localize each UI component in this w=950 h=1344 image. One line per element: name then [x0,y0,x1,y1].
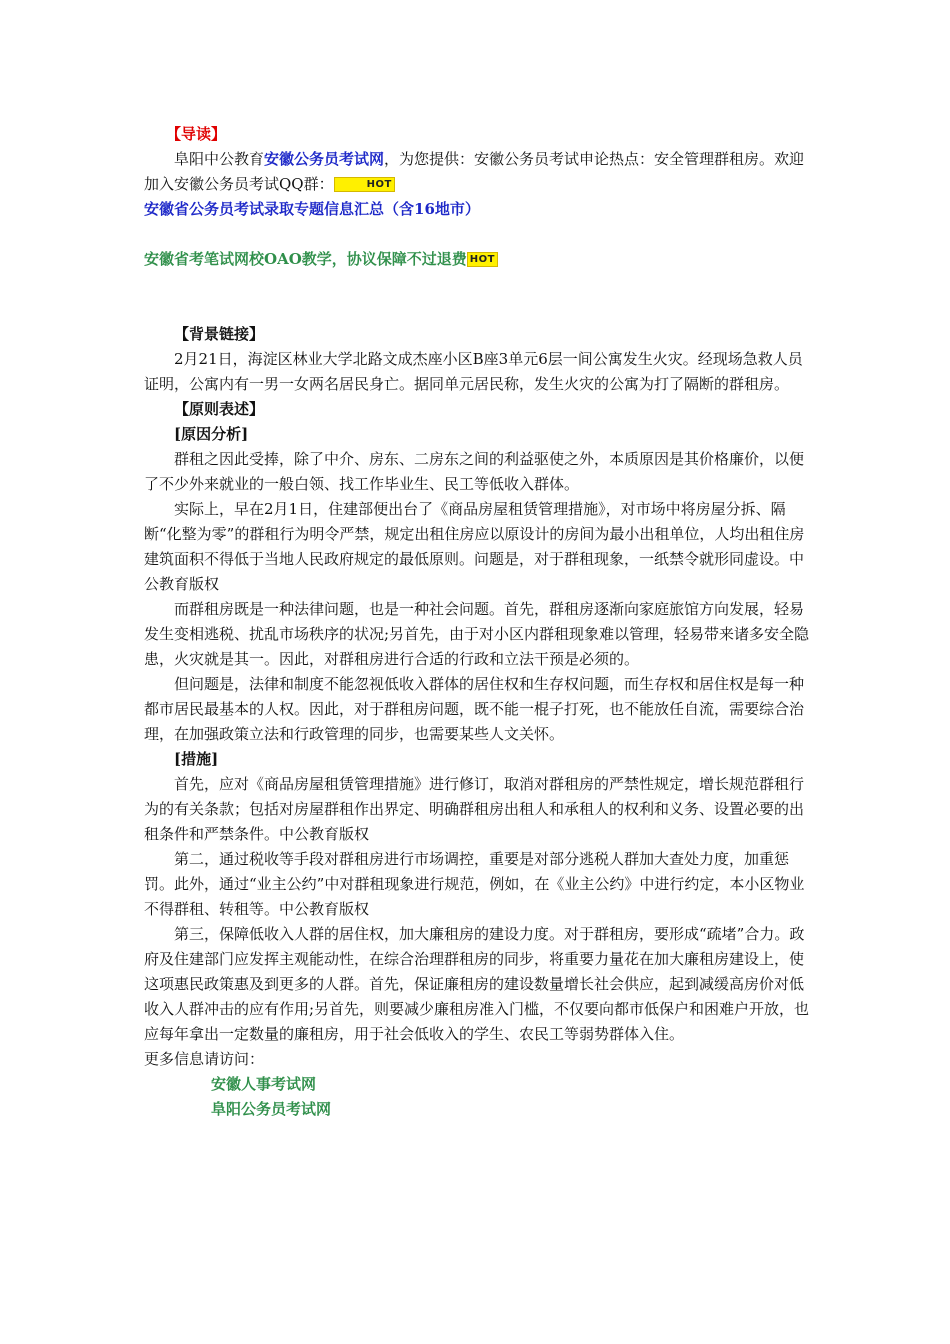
measure-paragraph-2: 第二，通过税收等手段对群租房进行市场调控，重要是对部分逃税人群加大查处力度，加重惩罚。此外，通过“业主公约”中对群租现象进行规范，例如，在《业主公约》中进行约定，本小区物业不得群租、转租等。中公教育版权 [144,850,805,918]
background-heading: 【背景链接】 [174,325,265,343]
cause-paragraph-4: 但问题是，法律和制度不能忽视低收入群体的居住权和生存权问题，而生存权和居住权是每一种都市居民最基本的人权。因此，对于群租房问题，既不能一棍子打死，也不能放任自流，需要综合治理，在加强政策立法和行政管理的同步，也需要某些人文关怀。 [144,675,805,743]
fuyang-civil-service-link[interactable]: 阜阳公务员考试网 [211,1100,332,1118]
cause-heading: [原因分析] [174,425,249,443]
measure-paragraph-3: 第三，保障低收入人群的居住权，加大廉租房的建设力度。对于群租房，要形成“疏堵”合力。政府及住建部门应发挥主观能动性，在综合治理群租房的同步，将重要力量花在加大廉租房建设上，使这项惠民政策惠及到更多的人群。首先，保证廉租房的建设数量增长社会供应，起到减缓高房价对低收入人群冲击的应有作用;另首先，则要减少廉租房准入门槛，不仅要向都市低保户和困难户开放，也应每年拿出一定数量的廉租房，用于社会低收入的学生、农民工等弱势群体入住。 [144,925,810,1043]
intro-paragraph: 阜阳中公教育安徽公务员考试网，为您提供：安徽公务员考试申论热点：安全管理群租房。欢迎加入安徽公务员考试QQ群： HOT [144,150,805,193]
principle-heading: 【原则表述】 [174,400,265,418]
spacer [144,222,812,247]
hot-badge-icon: HOT [334,177,395,192]
promo-line [144,197,812,222]
cause-paragraph-2: 实际上，早在2月1日，住建部便出台了《商品房屋租赁管理措施》，对市场中将房屋分拆、隔断“化整为零”的群租行为明令严禁，规定出租住房应以原设计的房间为最小出租单位，人均出租住房建筑面积不得低于当地人民政府规定的最低原则。问题是，对于群租现象，一纸禁令就形同虚设。中公教育版权 [144,500,805,593]
document-page [144,122,812,1122]
anhui-personnel-exam-link[interactable]: 安徽人事考试网 [211,1075,317,1093]
measure-paragraph-1: 首先，应对《商品房屋租赁管理措施》进行修订，取消对群租房的严禁性规定，增长规范群租行为的有关条款；包括对房屋群租作出界定、明确群租房出租人和承租人的权利和义务、设置必要的出租条件和严禁条件。中公教育版权 [144,775,805,843]
online-course-link[interactable]: 安徽省考笔试网校OAO教学，协议保障不过退费 [144,250,467,268]
more-info-label: 更多信息请访问： [144,1050,265,1068]
footer-link-row-1 [211,1072,812,1097]
cause-paragraph-3: 而群租房既是一种法律问题，也是一种社会问题。首先，群租房逐渐向家庭旅馆方向发展，轻易发生变相逃税、扰乱市场秩序的状况;另首先，由于对小区内群租现象难以管理，轻易带来诸多安全隐患，火灾就是其一。因此，对群租房进行合适的行政和立法干预是必须的。 [144,600,810,668]
spacer [144,272,812,322]
admission-info-link[interactable]: 安徽省公务员考试录取专题信息汇总（含16地市） [144,200,480,218]
background-text: 2月21日，海淀区林业大学北路文成杰座小区B座3单元6层一间公寓发生火灾。经现场急救人员证明，公寓内有一男一女两名居民身亡。据同单元居民称，发生火灾的公寓为打了隔断的群租房。 [144,350,803,393]
anhui-civil-service-link[interactable]: 安徽公务员考试网 [264,150,385,168]
footer-link-row-2 [211,1097,812,1122]
cause-paragraph-1: 群租之因此受捧，除了中介、房东、二房东之间的利益驱使之外，本质原因是其价格廉价，以便了不少外来就业的一般白领、找工作毕业生、民工等低收入群体。 [144,450,805,493]
course-line [144,247,812,272]
measures-heading: [措施] [174,750,219,768]
intro-heading: 【导读】 [166,125,227,143]
hot-badge-icon: HOT [467,252,498,267]
